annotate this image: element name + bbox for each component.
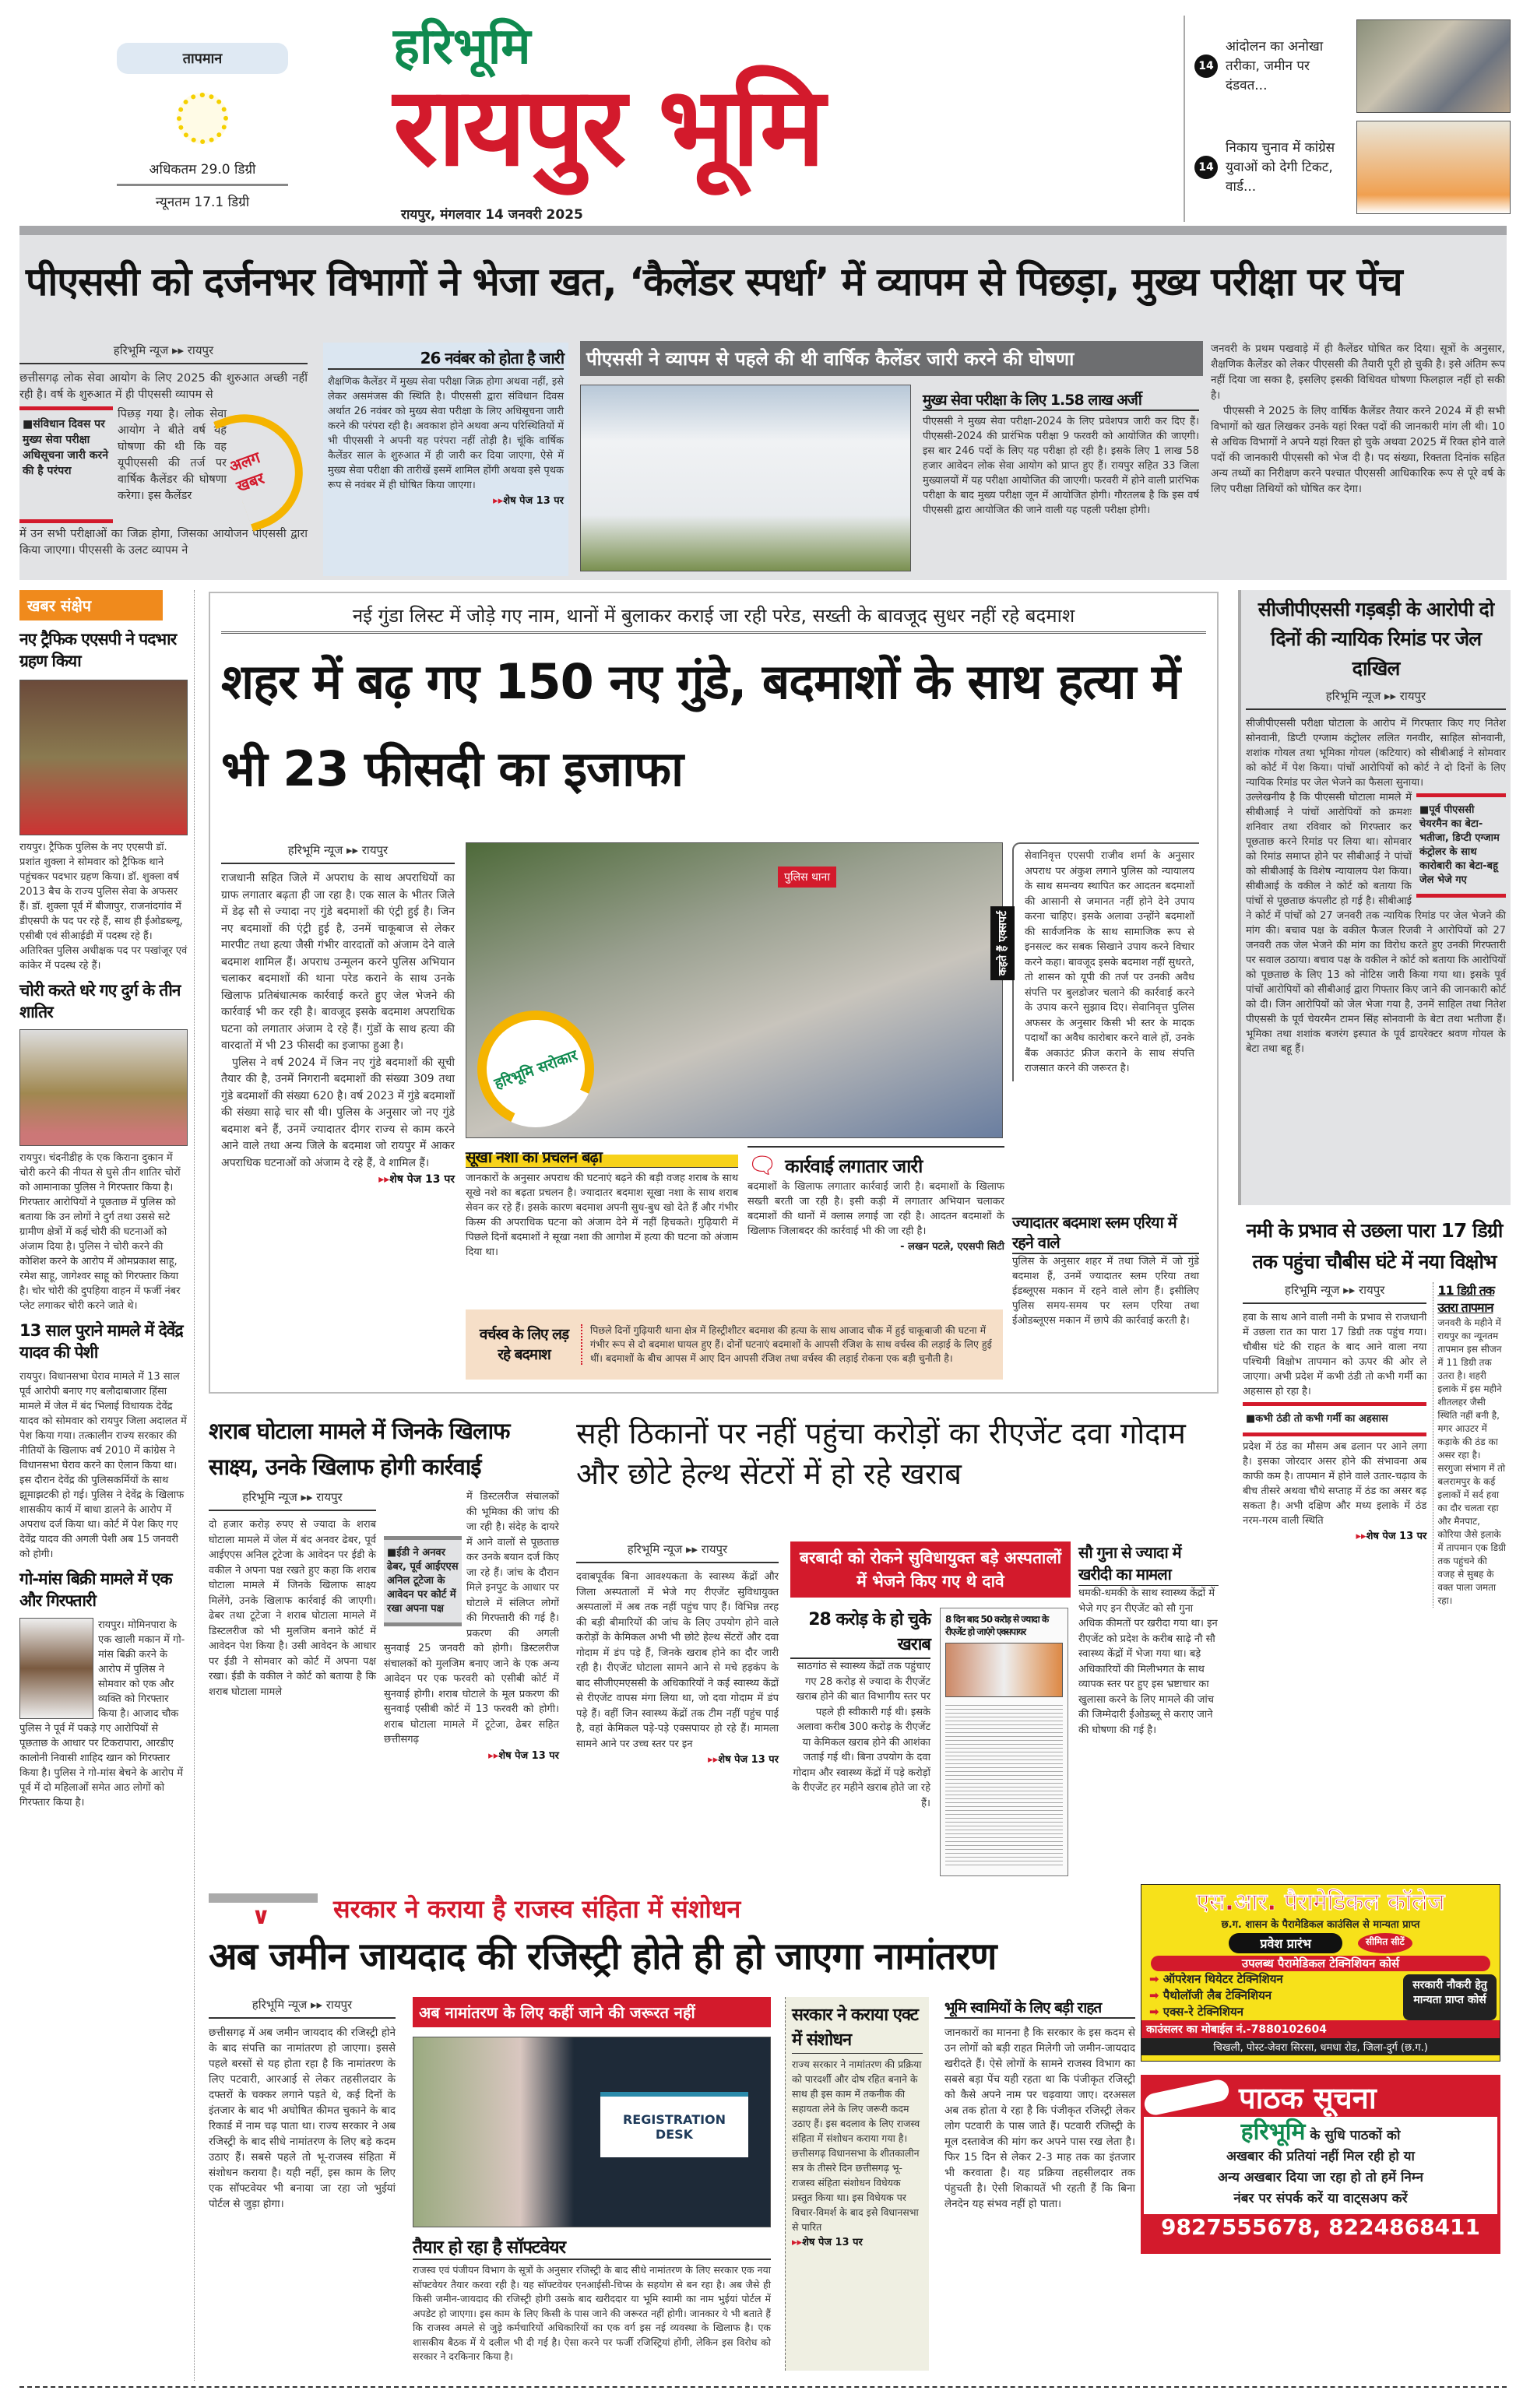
land-red-bar: अब नामांतरण के लिए कहीं जाने की जरूरत नहीं [413,1997,771,2027]
continued-link[interactable]: ▸▸ शेष पेज 13 पर [221,1172,455,1186]
psc-building-photo [580,385,911,571]
relief-title: भूमि स्वामियों के लिए बड़ी राहत [944,1997,1135,2019]
brief-title[interactable]: नए ट्रैफिक एएसपी ने पदभार ग्रहण किया [19,630,177,670]
crime-story [209,592,1219,1394]
byline: हरिभूमि न्यूज ▸▸ रायपुर [209,1489,376,1511]
course-item: ➡ ऑपरेशन थियेटर टेक्निशियन [1149,1972,1283,1986]
continued-link[interactable]: ▸▸ शेष पेज 13 पर [1243,1528,1426,1542]
arrest-photo [19,1029,188,1146]
teaser-item[interactable] [1185,117,1511,218]
software-title: तैयार हो रहा है सॉफ्टवेयर [413,2234,771,2260]
side-text: शैक्षणिक कैलेंडर में मुख्य सेवा परीक्षा जिक्र होगा अथवा नहीं, इसे लेकर असमंजस की स्थिति है। पीएससी द्वारा संविधान दिवस अर्थात 26 नवंबर को मुख्य सेवा परीक्षा के लिए अधिसूचना जारी करने की परंपरा रही है। अवकाश होने अथवा अन्य परिस्थितियों में भी पीएससी ने अपनी यह परंपरा नहीं तोड़ी है। चूंकि वार्षिक कैलेंडर साल के शुरुआत में ही जारी कर दिया जाएगा, ऐसे में मुख्य सेवा परीक्षा की तारीखें इसमें शामिल होंगी अथवा इसे पृथक रूप से नवंबर में ही घोषित किया जाएगा। [328,376,564,491]
edition-title: रायपुर भूमि [393,64,822,191]
action-quote: - लखन पटले, एएसपी सिटी [900,1241,1004,1253]
brand-logo: हरिभूमि [393,18,531,76]
lead-story [19,226,1507,580]
liquor-text: दो हजार करोड़ रुपए से ज्यादा के शराब घोटाला मामले में जेल में बंद अनवर ढेबर, पूर्व आईएएस अनिल टूटेजा के आवेदन पर ईडी के वकील ने अपना पक्ष रखते हुए कहा कि शराब घोटाला मामले में जिनके खिलाफ साक्ष्य मिलेंगे, उनके खिलाफ कार्रवाई की जाएगी। ढेबर तथा टूटेजा ने शराब घोटाला मामले में डिस्टलरीज को भी मुलजिम बनाने कोर्ट में आवेदन पेश किया है। उसी आवेदन के आधार पर ईडी ने सोमवार को कोर्ट में अपना पक्ष रखा। ईडी के वकील ने कोर्ट को बताया है कि शराब घोटाला मामले [209,1519,376,1698]
masthead-logo [393,19,1172,226]
govt-job-badge: सरकारी नौकरी हेतु मान्यता प्राप्त कोर्स [1403,1974,1497,2020]
side-box [323,343,568,576]
brief-text: रायपुर। चंदनीडीह के एक किराना दुकान में चोरी करने की नीयत से घुसे तीन शातिर चोरों को आमानाका पुलिस ने गिरफ्तार किया है। गिरफ्तार आरोपियों ने पूछताछ में पुलिस को बताया कि उन लोगों ने दुर्ग तथा उससे सटे ग्रामीण क्षेत्रों में कई चोरी की घटनाओं को अंजाम दिया है। पुलिस ने चोरी करने की कोशिश करने के आरोप में ओमप्रकाश साहू, रमेश साहू, जागेश्वर साहू को गिरफ्तार किया है। चोर चोरी की दुपहिया वाहन में फर्जी नंबर प्लेट लगाकर चोरी करने जाते थे। [19,1152,181,1312]
temp-side-title: 11 डिग्री तक उतरा तापमान [1437,1283,1495,1315]
reagent-side-text: धमकी-धमकी के साथ स्वास्थ्य केंद्रों में भेजे गए इन रीएजेंट को सौ गुना अधिक कीमतों पर खरीदा गया था। इन रीएजेंट को प्रदेश के करीब साढ़े नौ सौ स्वास्थ्य केंद्रों में भेजा गया था। बड़े अधिकारियों की मिलीभगत के साथ व्यापक स्तर पर हुए इस भ्रष्टाचार का खुलासा करने के लिए मामले की जांच की जिम्मेदारी ईओडब्लू से कराए जाने की घोषणा की गई है। [1078,1587,1218,1736]
registration-desk-label: REGISTRATION DESK [600,2092,748,2157]
pull-quote: ■ संविधान दिवस पर मुख्य सेवा परीक्षा अधिसूचना जारी करने की है परंपरा [19,406,113,523]
teaser-item[interactable] [1185,16,1511,117]
cgpsc-story [1238,590,1511,1205]
limited-seats-badge: सीमित सीटें [1358,1933,1412,1953]
box-title: पीएससी ने व्यापम से पहले की थी वार्षिक कैलेंडर जारी करने की घोषणा [580,341,1203,376]
teaser-text: निकाय चुनाव में कांग्रेस युवाओं को देगी टिकट, वार्ड... [1226,139,1335,195]
temp-text: प्रदेश में ठंड का मौसम अब ढलान पर आने लगा है। इसका जोरदार असर होने की संभावना अब काफी कम है। तापमान में होने वाले उतार-चढ़ाव के बीच तीसरे अथवा चौथे सप्ताह में ठंड का असर बढ़ सकता है। अभी दक्षिण और मध्य इलाके में ठंड नरम-गरम वाली स्थिति [1243,1441,1427,1527]
teaser-photo [1356,19,1511,113]
notice-line: अन्य अखबार दिया जा रहा हो तो हमें निम्न [1218,2170,1423,2185]
expert-text: सेवानिवृत्त एएसपी राजीव शर्मा के अनुसार अपराध पर अंकुश लगाने पुलिस को न्यायालय के साथ समन्वय स्थापित कर आदतन बदमाशों की आसानी से जमानत नहीं होने देने उपाय करना चाहिए। इसके अलावा उन्होंने बदमाशों की सार्वजनिक के साथ सामाजिक रूप से इनसल्ट कर सबक सिखाने उपाय करने विचार करने कहा। बावजूद इसके बदमाश नहीं सुधरते, तो शासन को यूपी की तर्ज पर उनकी अवैध संपत्ति पर बुलडोजर चलाने की कार्रवाई करने के उपाय करने सुझाव दिए। सेवानिवृत्त पुलिस अफसर के अनुसार किसी भी स्तर के मादक पदार्थों का अवैध कारोबार करने वाले हों, उनके बैंक अकाउंट फ्रीज कराने के साथ संपत्ति राजसात करने की जरूरत है। [1025,850,1194,1074]
act-text: राज्य सरकार ने नामांतरण की प्रक्रिया को पारदर्शी और दोष रहित बनाने के साथ ही इस काम में तकनीक की सहायता लेने के लिए जरूरी कदम उठाए हैं। इस बदलाव के लिए राजस्व संहिता में संशोधन कराया गया है। छत्तीसगढ़ विधानसभा के शीतकालीन सत्र के तीसरे दिन छत्तीसगढ़ भू-राजस्व संहिता संशोधन विधेयक प्रस्तुत किया था। इस विधेयक पर विचार-विमर्श के बाद इसे विधानसभा से पारित [792,2058,922,2233]
continued-link[interactable]: ▸▸ शेष पेज 13 पर [328,493,564,507]
drug-text: जानकारों के अनुसार अपराध की घटनाएं बढ़ने की बड़ी वजह शराब के साथ सूखे नशे का बढ़ता प्रचलन है। ज्यादातर बदमाश सूखा नशा के साथ शराब सेवन कर रहे हैं। इसके कारण बदमाश अपनी सुध-बुध खो देते हैं और गंभीर किस्म की अपराधिक घटना को अंजाम देने में नहीं हिचकते। गुढ़ियारी में पिछले दिनों बदमाशों ने सूखा नशा की आगोश में हत्या की घटना को अंजाम दिया था। [466,1172,738,1258]
reagent-story [576,1413,1219,1888]
lead-body: छत्तीसगढ़ लोक सेवा आयोग के लिए 2025 की शुरुआत अच्छी नहीं रही है। वर्ष के शुरुआत में ही पीएससी व्यापम से [19,372,308,401]
act-title: सरकार ने कराया एक्ट में संशोधन [792,2003,923,2054]
asp-photo [19,680,188,835]
max-temp: अधिकतम 29.0 डिग्री [117,160,288,186]
rivalry-text: पिछले दिनों गुढ़ियारी थाना क्षेत्र में हिस्ट्रीशीटर बदमाश की हत्या के साथ आजाद चौक में हुई चाकूबाजी की घटना में गंभीर रूप से दो बदमाश घायल हुए हैं। दोनों घटनाएं बदमाशों के आपसी रंजिश के साथ वर्चस्व की लड़ाई के लिए हुई थीं। बदमाशों के बीच आपस में आए दिन आपसी रंजिश तथा वर्चस्व की लड़ाई रोकना एक बड़ी चुनौती है। [590,1324,992,1364]
box-subtitle: मुख्य सेवा परीक्षा के लिए 1.58 लाख अर्जी [923,389,1199,411]
speech-bubble-icon: 🗨 [747,1152,778,1179]
reagent-sub-text: साठगांठ से स्वास्थ्य केंद्रों तक पहुंचाए गए 28 करोड़ से ज्यादा के रीएजेंट खराब होने की बात विभागीय स्तर पर पहले ही स्वीकारी गई थी। इसके अलावा करीब 300 करोड़ के रीएजेंट या केमिकल खराब होने की आशंका जताई गई थी। बिना उपयोग के दवा गोदाम और स्वास्थ्य केंद्रों में पड़े करोड़ों के रीएजेंट हर महीने खराब होते जा रहे हैं। [791,1661,930,1809]
continued-link[interactable]: ▸▸ शेष पेज 13 पर [384,1748,559,1762]
byline: हरिभूमि न्यूज ▸▸ रायपुर [209,1997,396,2019]
page-number-badge: 14 [1194,156,1218,179]
teaser-photo [1356,121,1511,214]
sarokar-badge: हरिभूमि सरोकार [461,994,610,1144]
cgpsc-pull-quote: ■ पूर्व पीएससी चेयरमैन का बेटा-भतीजा, डिप्टी एग्जाम कंट्रोलर के साथ कारोबारी का बेटा-बहू जेल भेजे गए [1416,793,1506,898]
byline: हरिभूमि न्यूज ▸▸ रायपुर [19,343,308,364]
notice-brand: हरिभूमि [1240,2118,1306,2146]
briefs-column [19,590,195,2381]
lead-box [580,341,1203,575]
reader-notice-ad[interactable] [1141,2075,1500,2254]
action-text: बदमाशों के खिलाफ लगातार कार्रवाई जारी है। बदमाशों के खिलाफ सख्ती बरती जा रही है। इसी कड़ी में लगातार अभियान चलाकर बदमाशों की थानों में क्लास लगाई जा रही है। आदतन बदमाशों के खिलाफ जिलाबदर की कार्रवाई भी की जा रही है। [747,1181,1004,1237]
lead-body: पीएससी ने 2025 के लिए वार्षिक कैलेंडर तैयार करने 2024 में ही सभी विभागों को खत लिखकर उनके यहां रिक्त पदों की जानकारी मांग ली थी। 10 से अधिक विभागों ने अपने यहां रिक्त हो चुके अथवा 2025 में रिक्त होने वाले पदों की जानकारी पीएससी को भेज दी है। पद संख्या, रिक्तता दिनांक सहित अन्य तथ्यों का निरीक्षण करने पश्चात पीएससी आधिकारिक रूप से पूरे वर्ष के लिए परीक्षा तिथियों को घोषित कर देगा। [1211,405,1505,495]
expert-tag: कहते हैं एक्सपर्ट [990,906,1015,980]
liquor-text: में डिस्टलरीज संचालकों की भूमिका की जांच की जा रही है। संदेह के दायरे में आने वालों से पूछताछ कर उनके बयान दर्ज किए जा रहे हैं। जांच के दौरान मिले इनपुट के आधार पर घोटाले में संलिप्त लोगों की गिरफ्तारी की गई है। प्रकरण की अगली सुनवाई 25 जनवरी को होगी। डिस्टलरीज संचालकों को मुलजिम बनाए जाने के एक अन्य आवेदन पर एक फरवरी को एसीबी कोर्ट में सुनवाई होगी। शराब घोटाले के मूल प्रकरण की सुनवाई एसीबी कोर्ट में 13 फरवरी को होगी। शराब घोटाला मामले में टूटेजा, ढेबर सहित छत्तीसगढ़ [384,1491,559,1745]
crime-kicker: नई गुंडा लिस्ट में जोड़े गए नाम, थानों में बुलाकर कराई जा रही परेड, सख्ती के बावजूद सुधर नहीं रहे बदमाश [221,603,1206,634]
byline: हरिभूमि न्यूज ▸▸ रायपुर [576,1541,779,1563]
action-title: कार्रवाई लगातार जारी [785,1155,923,1177]
slum-text: पुलिस के अनुसार शहर में तथा जिले में जो गुंडे बदमाश हैं, उनमें ज्यादातर स्लम एरिया तथा ईडब्लूएस मकान में रहने वाले लोग हैं। इसीलिए पुलिस समय-समय पर स्लम एरिया तथा ईओडब्लूएस मकान में छापे की कार्रवाई करती है। [1012,1256,1199,1327]
teasers [1184,16,1511,222]
byline: हरिभूमि न्यूज ▸▸ रायपुर [1243,1282,1426,1304]
slum-title: ज्यादातर बदमाश स्लम एरिया में रहने वाले [1012,1212,1199,1254]
reagent-headline[interactable]: सही ठिकानों पर नहीं पहुंचा करोड़ों का रीएजेंट दवा गोदाम और छोटे हेल्थ सेंटरों में हो रहे खराब [576,1416,1186,1491]
accused-photo [19,1618,93,1719]
reagent-red-box: बरबादी को रोकने सुविधायुक्त बड़े अस्पतालों में भेजने किए गए थे दावे [790,1541,1071,1598]
cgpsc-text: उल्लेखनीय है कि पीएससी घोटाला मामले में सीबीआई ने पांचों आरोपियों को क्रमशः शनिवार तथा रविवार को गिरफ्तार कर पूछताछ करने रिमांड पर लिया था। सोमवार को रिमांड समाप्त होने पर सीबीआई ने पांचों को सीबीआई के विशेष न्यायालय पेश किया। सीबीआई के वकील ने कोर्ट को बताया कि पांचों से पूछताछ कंपलीट हो गई है। सीबीआई ने कोर्ट में पांचों को 27 जनवरी तक न्यायिक रिमांड पर जेल भेजने की मांग की। बचाव पक्ष के वकील फैजल रिजवी ने आरोपियों को 27 जनवरी तक जेल भेजने की मांग का विरोध करते हुए उनकी गिरफ्तारी पर सवाल उठाया। बचाव पक्ष के वकील ने कोर्ट को बताया कि आरोपियों को पूछताछ के लिए 13 को नोटिस जारी किया गया था। इसके पूर्व पांचों आरोपियों को सीबीआई द्वारा गिफ्तार किए जाने की जानकारी कोर्ट को दी। जिन आरोपियों को जेल भेजा गया है, उनमें साहिल तथा नितेश पीएससी के पूर्व चेयरमैन टामन सिंह सोनवानी के बेटा तथा भतीजा हैं। भूमिका तथा शशांक बजरंग इस्पात के पूर्व डायरेक्टर श्रवण गोयल के बेटा तथा बहू हैं। [1246,792,1506,1055]
brief-text: रायपुर। मोमिनपारा के एक खाली मकान में गो-मांस बिक्री करने के आरोप में पुलिस ने सोमवार को एक और व्यक्ति को गिरफ्तार किया है। आजाद चौक पुलिस ने पूर्व में पकड़े गए आरोपियों से पूछताछ के आधार पर टिकरापारा, आरडीए कालोनी निवासी शाहिद खान को गिरफ्तार किया है। पुलिस ने गो-मांस बेचने के आरोप में पूर्व में दो महिलाओं समेत आठ लोगों को गिरफ्तार किया है। [19,1619,185,1809]
temperature-story [1238,1211,1511,1888]
temp-pull-quote: ■ कभी ठंडी तो कभी गर्मी का अहसास [1243,1402,1426,1436]
continued-link[interactable]: ▸▸ शेष पेज 13 पर [792,2234,923,2248]
course-item: ➡ एक्स-रे टेक्निशियन [1149,2005,1244,2019]
weather-label: तापमान [117,43,288,74]
photo-sign: पुलिस थाना [778,867,836,888]
college-recognition: छ.ग. शासन के पैरामेडिकल काउंसिल से मान्यता प्राप्त [1221,1919,1420,1931]
crime-body: पुलिस ने वर्ष 2024 में जिन नए गुंडे बदमाशों की सूची तैयार की है, उनमें निगरानी बदमाशों की संख्या 309 तथा गुंडे बदमाशों की संख्या 620 है। वर्ष 2023 में गुंडे बदमाशों की संख्या साढ़े चार सौ थी। पुलिस के अनुसार जो नए गुंडे बदमाश बने हैं, उनमें ज्यादातर दीगर राज्य से काम करने आने वाले तथा अन्य जिले के बदमाश जो रायपुर में आकर अपराधिक घटनाओं को अंजाम दे रहे हैं, वे शामिल हैं। [221,1056,455,1169]
byline: हरिभूमि न्यूज ▸▸ रायपुर [221,842,455,864]
min-temp: न्यूनतम 17.1 डिग्री [155,195,250,210]
page-number-badge: 14 [1194,54,1218,78]
brief-text: रायपुर। ट्रैफिक पुलिस के नए एएसपी डॉ. प्रशांत शुक्ला ने सोमवार को ट्रैफिक थाने पहुंचकर पदभार ग्रहण किया। डॉ. शुक्ला वर्ष 2013 बैच के राज्य पुलिस सेवा के अफसर हैं। डॉ. शुक्ला पूर्व में बीजापुर, राजनांदगांव में डीएसपी के पद पर रहे हैं, साथ ही ईओडब्ल्यू, एसीबी एवं सीआईडी में पदस्थ रहे हैं। अतिरिक्त पुलिस अधीक्षक पद पर पखांजूर एवं कांकेर में पदस्थ रहे हैं। [19,842,188,972]
reagent-sub-title: 28 करोड़ के हो चुके खराब [790,1608,930,1659]
bottom-divider [19,2386,1507,2388]
course-item: ➡ पैथोलॉजी लैब टेक्निशियन [1149,1988,1272,2002]
counselor-phone: काउंसलर का मोबाईल नं.-7880102604 [1141,2020,1500,2038]
temp-headline[interactable]: नमी के प्रभाव से उछला पारा 17 डिग्री तक पहुंचा चौबीस घंटे में नया विक्षोभ [1246,1219,1503,1273]
cgpsc-text: सीजीपीएससी परीक्षा घोटाला के आरोप में गिरफ्तार किए गए नितेश सोनवानी, डिप्टी एग्जाम कंट्रोलर ललित गनवीर, साहिल सोनवानी, शशांक गोयल तथा भूमिका गोयल (कटियार) को सीबीआई ने सोमवार को कोर्ट में पेश किया। पांचों आरोपियों को कोर्ट ने दो दिनों के लिए न्यायिक रिमांड पर जेल भेजने का फैसला सुनाया। [1246,718,1506,789]
brief-text: रायपुर। विधानसभा घेराव मामले में 13 साल पूर्व आरोपी बनाए गए बलौदाबाजार हिंसा मामले में जेल में बंद भिलाई विधायक देवेंद्र यादव को सोमवार को रायपुर जिला अदालत में पेश किया गया। तत्कालीन राज्य सरकार की नीतियों के खिलाफ वर्ष 2010 में कांग्रेस ने विधानसभा घेराव करने का ऐलान किया था। इस दौरान देवेंद्र की पुलिसकर्मियों के साथ झूमाझटकी हो गई। पुलिस ने देवेंद्र के खिलाफ शासकीय कार्य में बाधा डालने के आरोप में अपराध दर्ज किया था। कोर्ट में पेश किए गए देवेंद्र यादव की अगली पेशी अब 15 जनवरी को होगी। [19,1371,187,1560]
newspaper-clipping [940,1608,1068,1876]
chevron-down-icon: ∨ [209,1893,318,1925]
courses-title: उपलब्ध पैरामेडिकल टेक्निशियन कोर्स [1151,1956,1490,1971]
college-name: एस.आर. पैरामेडिकल कॉलेज [1196,1889,1445,1916]
rivalry-box [466,1309,1003,1380]
weather-box [117,43,288,230]
liquor-headline[interactable]: शराब घोटाला मामले में जिनके खिलाफ साक्ष्य, उनके खिलाफ होगी कार्रवाई [209,1418,510,1480]
lead-body: पिछड़ गया है। लोक सेवा आयोग ने बीते वर्ष यह घोषणा की थी कि वह यूपीएससी की तर्ज पर वार्षिक कैलेंडर की घोषणा करेगा। इस कैलेंडर [118,408,227,502]
land-kicker: सरकार ने कराया है राजस्व संहिता में संशोधन [333,1894,741,1924]
box-text: पीएससी ने मुख्य सेवा परीक्षा-2024 के लिए प्रवेशपत्र जारी कर दिए हैं। पीएससी-2024 की प्रारंभिक परीक्षा 9 फरवरी को आयोजित की जाएगी। इस बार 246 पदों के लिए यह परीक्षा हो रही है। इसके लिए 1 लाख 58 हजार आवेदन लोक सेवा आयोग को प्राप्त हुए हैं। रायपुर सहित 33 जिला मुख्यालयों में यह परीक्षा आयोजित की जाएगी। फरवरी में होने वाली प्रारंभिक परीक्षा के बाद मुख्य परीक्षा जून में आयोजित होगी। गौरतलब है कि इस वर्ष पीएससी द्वारा आयोजित की जाने वाली यह पहली परीक्षा होगी। [923,416,1199,516]
notice-line: के सुधि पाठकों को [1310,2128,1401,2143]
continued-link[interactable]: ▸▸ शेष पेज 13 पर [576,1752,779,1766]
notice-phones: 9827555678, 8224868411 [1160,2214,1481,2240]
clip-title: 8 दिन बाद 50 करोड़ से ज्यादा के रीएजेंट हो जाएंगे एक्सपायर [945,1614,1049,1637]
lead-headline[interactable]: पीएससी को दर्जनभर विभागों ने भेजा खत, ‘कैलेंडर स्पर्धा’ में व्यापम से पिछड़ा, मुख्य परीक्षा पर पेंच [26,259,1402,304]
temp-text: हवा के साथ आने वाली नमी के प्रभाव से राजधानी में उछला रात का पारा 17 डिग्री तक पहुंच गया। चौबीस घंटे की राहत के बाद आने वाला नया पश्चिमी विक्षोभ तापमान को ऊपर की ओर ले जाएगा। अभी प्रदेश में कभी ठंडी तो कभी गर्मी का अहसास हो रहा है। [1243,1312,1427,1397]
notice-title: पाठक सूचना [1239,2081,1377,2115]
crime-body: राजधानी सहित जिले में अपराध के साथ अपराधियों का ग्राफ लगातार बढ़ता ही जा रहा है। एक साल के भीतर जिले में डेढ़ सौ से ज्यादा नए गुंडे बदमाशों की एंट्री हुई है। जिन नए बदमाशों की एंट्री हुई है, उनमें चाकूबाज से लेकर मारपीट तथा हत्या जैसी गंभीर वारदातों को अंजाम देने वाले बदमाश शामिल हैं। अपराध उन्मूलन करने पुलिस अभियान चलाकर बदमाशों की थाना परेड कराने के साथ उनके खिलाफ प्रतिबंधात्मक कार्रवाई करते हुए जेल भेजने की कार्रवाई भी कर रही है। बावजूद इसके बदमाश अपराधिक घटना को लगातार अंजाम दे रहे हैं। गुंडों के साथ हत्या की वारदातों में भी 23 फीसदी का इजाफा हुआ है। [221,872,455,1052]
reagent-text: दवाबपूर्वक बिना आवश्यकता के स्वास्थ्य केंद्रों और जिला अस्पतालों में भेजे गए रीएजेंट सुविधायुक्त अस्पतालों में अब तक नहीं पहुंच पाए हैं। विभिन्न तरह की बड़ी बीमारियों की जांच के लिए उपयोग होने वाले करोड़ों के केमिकल अभी भी छोटे हेल्थ सेंटरों और दवा गोदाम में डंप पड़े हैं, जिनके खराब होने का दौर जारी रही है। रीएजेंट घोटाला सामने आने से मचे हड़कंप के बाद सीजीएमएससी के अधिकारियों ने कई स्वास्थ्य केंद्रों से रीएजेंट वापस मंगा लिया था, जो दवा गोदाम में डंप पड़े हैं। वहीं जिन स्वास्थ्य केंद्रों तक टीम नहीं पहुंच पाई है, वहां केमिकल पड़े-पड़े एक्सपायर हो रहे हैं। मामला सामने आने पर उच्च स्तर पर इन [576,1571,779,1750]
alag-khabar-badge: अलग खबर [213,398,319,532]
liquor-pull-quote: ■ ईडी ने अनवर ढेबर, पूर्व आईएएस अनिल टूटेजा के आवेदन पर कोर्ट में रखा अपना पक्ष [384,1536,462,1626]
liquor-story [209,1413,563,1880]
newspaper-roll-icon [1142,2078,1230,2117]
admission-badge: प्रवेश प्रारंभ [1229,1933,1342,1953]
college-address: चिखली, पोस्ट-जेवरा सिरसा, धमधा रोड, जिला-दुर्ग (छ.ग.) [1141,2038,1500,2055]
reagent-side-title: सौ गुना से ज्यादा में खरीदी का मामला [1078,1541,1219,1586]
temp-side-text: जनवरी के महीने में रायपुर का न्यूनतम तापमान इस सीजन में 11 डिग्री तक उतरा है। शहरी इलाके में इस महीने शीतलहर जैसी स्थिति नहीं बनी है, मगर आउटर में कड़ाके की ठंड का असर रहा है। सरगुजा संभाग में तो बलरामपुर के कई इलाकों में सर्द हवा का दौर चलता रहा और मैनपाट, कोरिया जैसे इलाके में तापमान एक डिग्री तक पहुंचने की वजह से सुबह के वक्त पाला जमता रहा। [1437,1317,1506,1606]
byline: हरिभूमि न्यूज ▸▸ रायपुर [1246,688,1506,710]
relief-text: जानकारों का मानना है कि सरकार के इस कदम से उन लोगों को बड़ी राहत मिलेगी जो जमीन-जायदाद खरीदते हैं। ऐसे लोगों के सामने राजस्व विभाग का सबसे बड़ा पेंच यही रहता था कि पंजीकृत रजिस्ट्री को कैसे अपने नाम पर चढ़वाया जाए। दरअसल अब तक होता ये रहा है कि पंजीकृत रजिस्ट्री लेकर लोग पटवारी के पास जाते हैं। पटवारी रजिस्ट्री के मूल दस्तावेज की मांग कर अपने पास रख लेता है। फिर 15 दिन से लेकर 2-3 माह तक का इंतजार भी करवाता है। यह प्रक्रिया तहसीलदार तक पंहुचती है। ऐसी शिकायतें भी रहती हैं कि बिना लेनदेन यह संभव नहीं हो पाता। [944,2027,1135,2210]
brief-title[interactable]: चोरी करते धरे गए दुर्ग के तीन शातिर [19,981,181,1021]
cgpsc-headline[interactable]: सीजीपीएससी गड़बड़ी के आरोपी दो दिनों की न्यायिक रिमांड पर जेल दाखिल [1257,598,1494,680]
lead-body: जनवरी के प्रथम पखवाड़े में ही कैलेंडर घोषित कर दिया। सूत्रों के अनुसार, शैक्षणिक कैलेंडर को लेकर पीएससी की तैयारी पूरी हो चुकी है। इसे अंतिम रूप नहीं दिया जा सका है, इसलिए इसकी विधिवत घोषणा फिलहाल नहीं हो सकी है। [1211,343,1505,402]
crime-headline[interactable]: शहर में बढ़ गए 150 नए गुंडे, बदमाशों के साथ हत्या में भी 23 फीसदी का इजाफा [221,653,1180,797]
teaser-text: आंदोलन का अनोखा तरीका, जमीन पर दंडवत... [1226,38,1324,93]
land-text: छत्तीसगढ़ में अब जमीन जायदाद की रजिस्ट्री होने के बाद संपत्ति का नामांतरण हो जाएगा। इससे पहले बरसों से यह होता रहा है कि नामांतरण के लिए पटवारी, आरआई से लेकर तहसीलदार के दफ्तरों के चक्कर लगाने पड़ते थे, कई दिनों के इंतजार के बाद भी अघोषित कीमत चुकाने के बाद रिकार्ड में नाम चढ़ पाता था। राज्य सरकार ने अब रजिस्ट्री के बाद सीधे नामांतरण के लिए बड़े कदम उठाए हैं। सबसे पहले तो भू-राजस्व संहिता में संशोधन कराया है। यही नहीं, इस काम के लिए एक सॉफ्टवेयर भी बनाया जा रहा जो भुईयां पोर्टल से जुड़ा होगा। [209,2027,396,2210]
college-ad[interactable] [1141,1884,1500,2062]
briefs-tab: खबर संक्षेप [19,590,163,620]
rivalry-title: वर्चस्व के लिए लड़ रहे बदमाश [473,1324,582,1365]
brief-title[interactable]: गो-मांस बिक्री मामले में एक और गिरफ्तारी [19,1570,172,1610]
land-story [209,1892,1135,2382]
side-title: 26 नवंबर को होता है जारी [328,347,564,370]
dateline: रायपुर, मंगलवार 14 जनवरी 2025 [401,205,583,223]
notice-line: नंबर पर संपर्क करें या वाट्सअप करें [1233,2191,1408,2206]
software-text: राजस्व एवं पंजीयन विभाग के सूत्रों के अनुसार रजिस्ट्री के बाद सीधे नामांतरण के लिए सरकार एक नया सॉफ्टवेयर तैयार करवा रही है। यह सॉफ्टवेयर एनआईसी-चिप्स के सहयोग से बन रहा है। अब जैसे ही किसी जमीन-जायदाद की रजिस्ट्री होगी उसके बाद खरीददार या भूमि स्वामी का नाम भुईयां पोर्टल में अपडेट हो जाएगा। इस काम के लिए किसी के पास जाने की जरूरत नहीं होगी। जानकार ये भी बताते हैं कि राजस्व अमले से जुड़े कर्मचारियों अधिकारियों का एक वर्ग इस नई व्यवस्था के खिलाफ है। एक शासकीय बैठक में ये दलील भी दी गई है। ऐसा करने पर फर्जी रजिस्ट्रियां होंगी, लेकिन इस विरोध को सरकार ने दरकिनार किया है। [413,2264,771,2362]
lead-body: में उन सभी परीक्षाओं का जिक्र होगा, जिसका आयोजन पीएससी द्वारा किया जाएगा। पीएससी के उलट व्यापम ने [19,528,308,557]
drug-title: सूखा नशा का प्रचलन बढ़ा [466,1146,738,1168]
sun-icon [177,93,228,144]
brief-title[interactable]: 13 साल पुराने मामले में देवेंद्र यादव की पेशी [19,1321,183,1362]
clip-photo [945,1643,1063,1697]
registration-photo [413,2037,771,2227]
police-parade-photo [466,842,1003,1138]
notice-line: अखबार की प्रतियां नहीं मिल रही हो या [1226,2149,1415,2164]
land-headline[interactable]: अब जमीन जायदाद की रजिस्ट्री होते ही हो जाएगा नामांतरण [209,1935,997,1978]
